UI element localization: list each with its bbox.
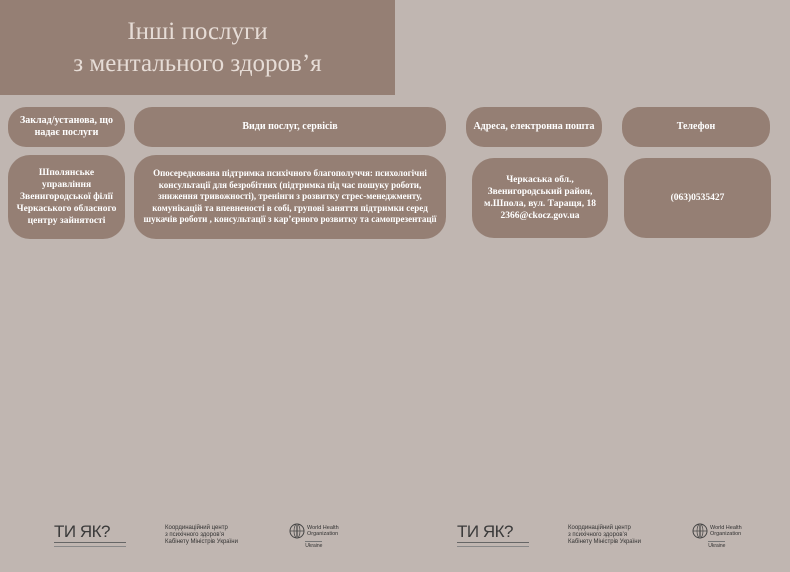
page-title-line-2: з ментального здоров’я bbox=[73, 49, 322, 77]
who-emblem-icon bbox=[289, 523, 305, 539]
cell-services: Опосередкована підтримка психічного благополуччя: психологічні консультації для безробітних (підтримка під час пошуку роботи, зниження тривожності), тренінги з розвитку стрес-менеджменту, комунікацій та впевненості в собі, групові заняття підтримки серед шукачів роботи , консультації з кар’єрного розвитку та самопрезентації bbox=[134, 155, 446, 239]
cell-address: Черкаська обл., Звенигородський район, м.Шпола, вул. Таращя, 18 2366@ckocz.gov.ua bbox=[472, 158, 608, 238]
page-title-banner bbox=[0, 0, 395, 95]
header-phone: Телефон bbox=[622, 107, 770, 147]
who-logo: World Health Organization Ukraine bbox=[692, 523, 742, 549]
cell-institution: Шполянське управління Звенигородської філії Черкаського обласного центру зайнятості bbox=[8, 155, 125, 239]
who-emblem-icon bbox=[692, 523, 708, 539]
coordination-center-logo: Координаційний центр з психічного здоров’я Кабінету Міністрів України bbox=[568, 525, 641, 545]
page-title-line-1: Інші послуги bbox=[127, 17, 268, 45]
who-logo: World Health Organization Ukraine bbox=[289, 523, 339, 549]
tiyak-logo: ТИ ЯК? bbox=[457, 522, 513, 542]
cell-phone: (063)0535427 bbox=[624, 158, 771, 238]
coordination-center-logo: Координаційний центр з психічного здоров’я Кабінету Міністрів України bbox=[165, 525, 238, 545]
tiyak-logo: ТИ ЯК? bbox=[54, 522, 110, 542]
header-services: Види послуг, сервісів bbox=[134, 107, 446, 147]
header-address: Адреса, електронна пошта bbox=[466, 107, 602, 147]
header-institution: Заклад/установа, що надає послуги bbox=[8, 107, 125, 147]
